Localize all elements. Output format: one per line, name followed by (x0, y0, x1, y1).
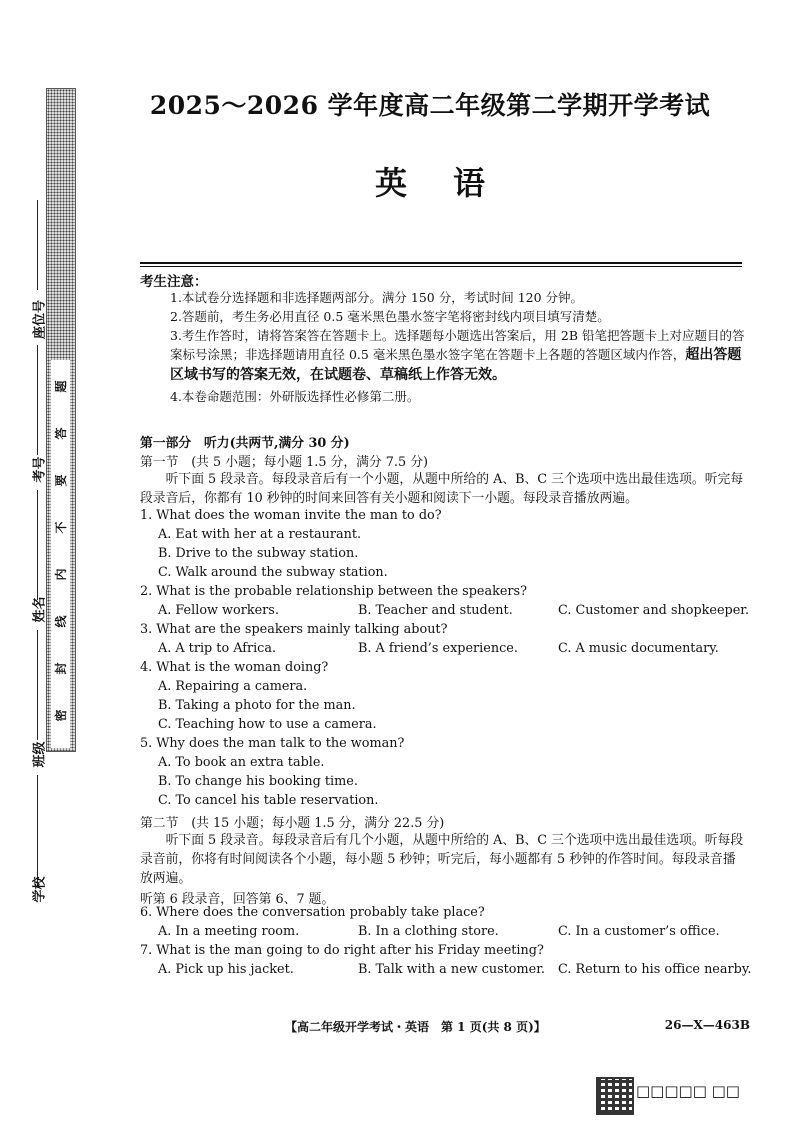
field-name: 姓名 (32, 596, 48, 623)
option: B. Drive to the subway station. (158, 546, 359, 561)
footer-label: 【高二年级开学考试・英语 第 1 页(共 8 页)】 (285, 1020, 546, 1034)
option: C. Walk around the subway station. (158, 565, 388, 580)
option: C. Customer and shopkeeper. (558, 603, 750, 618)
option: B. Teacher and student. (358, 603, 513, 618)
section-instructions: 听下面 5 段录音。每段录音后有一个小题，从题中所给的 A、B、C 三个选项中选出最佳选项。听完每段录音后，你都有 10 秒钟的时间来回答有关小题和阅读下一小题。每段录音播放两遍。 (140, 472, 744, 506)
field-line (37, 345, 38, 455)
section-instructions: 听下面 5 段录音。每段录音后有几个小题，从题中所给的 A、B、C 三个选项中选出最佳选项。听每段录音前，你将有时间阅读各个小题，每小题 5 秒钟；听完后，每小题都有 5 秒钟的作答时间。每段录音播放两遍。 (140, 833, 744, 886)
option: A. In a meeting room. (158, 924, 300, 939)
question: 4. What is the woman doing? (140, 660, 329, 675)
question: 5. Why does the man talk to the woman? (140, 736, 405, 751)
seal-char: 封 (54, 662, 68, 675)
question: 2. What is the probable relationship between the speakers? (140, 584, 527, 599)
option: C. Return to his office nearby. (558, 962, 752, 977)
seal-char: 内 (54, 568, 68, 581)
field-line (37, 775, 38, 885)
option: A. To book an extra table. (158, 755, 325, 770)
subject-title: 英语 (374, 164, 531, 202)
seal-char: 密 (54, 709, 68, 722)
question: 6. Where does the conversation probably take place? (140, 905, 485, 920)
seal-char: 答 (54, 427, 68, 440)
field-exam-number: 考号 (32, 456, 48, 483)
option: C. Teaching how to use a camera. (158, 717, 377, 732)
notice-item-emphasis: 超出答题区域书写的答案无效，在试题卷、草稿纸上作答无效。 (170, 347, 742, 383)
seal-char: 不 (54, 521, 68, 534)
notice-item: 4.本卷命题范围：外研版选择性必修第二册。 (170, 389, 420, 404)
option: A. Repairing a camera. (158, 679, 308, 694)
section-subheading: 听第 6 段录音，回答第 6、7 题。 (140, 892, 335, 907)
option: B. Taking a photo for the man. (158, 698, 356, 713)
option: A. Pick up his jacket. (158, 962, 294, 977)
field-seat-number: 座位号 (32, 300, 48, 340)
field-class: 班级 (32, 741, 48, 768)
field-line (37, 200, 38, 290)
option: B. In a clothing store. (358, 924, 499, 939)
notice-item: 2.答题前，考生务必用直径 0.5 毫米黑色墨水签字笔将密封线内项目填写清楚。 (170, 309, 610, 324)
divider (140, 266, 742, 267)
option: B. A friend’s experience. (358, 641, 518, 656)
binding-strip-inner (51, 360, 70, 748)
field-line (37, 490, 38, 600)
seal-char: 题 (54, 380, 68, 393)
seal-char: 要 (54, 474, 68, 487)
field-line (37, 630, 38, 740)
question: 3. What are the speakers mainly talking about? (140, 622, 448, 637)
part-heading: 第一部分 听力(共两节,满分 30 分) (140, 436, 350, 451)
notice-heading: 考生注意： (140, 274, 208, 290)
option: B. To change his booking time. (158, 774, 358, 789)
option: B. Talk with a new customer. (358, 962, 545, 977)
option: C. To cancel his table reservation. (158, 793, 379, 808)
notice-item-text: 3.考生作答时，请将答案答在答题卡上。选择题每小题选出答案后，用 2B 铅笔把答题卡上对应题目的答案标号涂黑；非选择题请用直径 0.5 毫米黑色墨水签字笔在答题卡上各题的答题区域内作答， (170, 328, 745, 362)
option: C. In a customer’s office. (558, 924, 720, 939)
option: A. A trip to Africa. (158, 641, 277, 656)
question: 7. What is the man going to do right after his Friday meeting? (140, 943, 544, 958)
divider (140, 262, 742, 264)
notice-item (170, 326, 745, 385)
option: A. Eat with her at a restaurant. (158, 527, 362, 542)
option: A. Fellow workers. (158, 603, 279, 618)
question: 1. What does the woman invite the man to do? (140, 508, 442, 523)
qr-code (596, 1077, 634, 1115)
notice-item: 1.本试卷分选择题和非选择题两部分。满分 150 分，考试时间 120 分钟。 (170, 290, 584, 305)
qr-caption: □□□□□ □□ (636, 1082, 740, 1100)
field-school: 学校 (32, 876, 48, 903)
exam-title: 2025～2026 学年度高二年级第二学期开学考试 (149, 91, 711, 120)
seal-char: 线 (54, 615, 68, 628)
section-heading: 第二节 (共 15 小题；每小题 1.5 分，满分 22.5 分) (140, 816, 445, 831)
section-heading: 第一节 (共 5 小题；每小题 1.5 分，满分 7.5 分) (140, 455, 428, 470)
option: C. A music documentary. (558, 641, 719, 656)
footer-code: 26—X—463B (664, 1018, 750, 1032)
